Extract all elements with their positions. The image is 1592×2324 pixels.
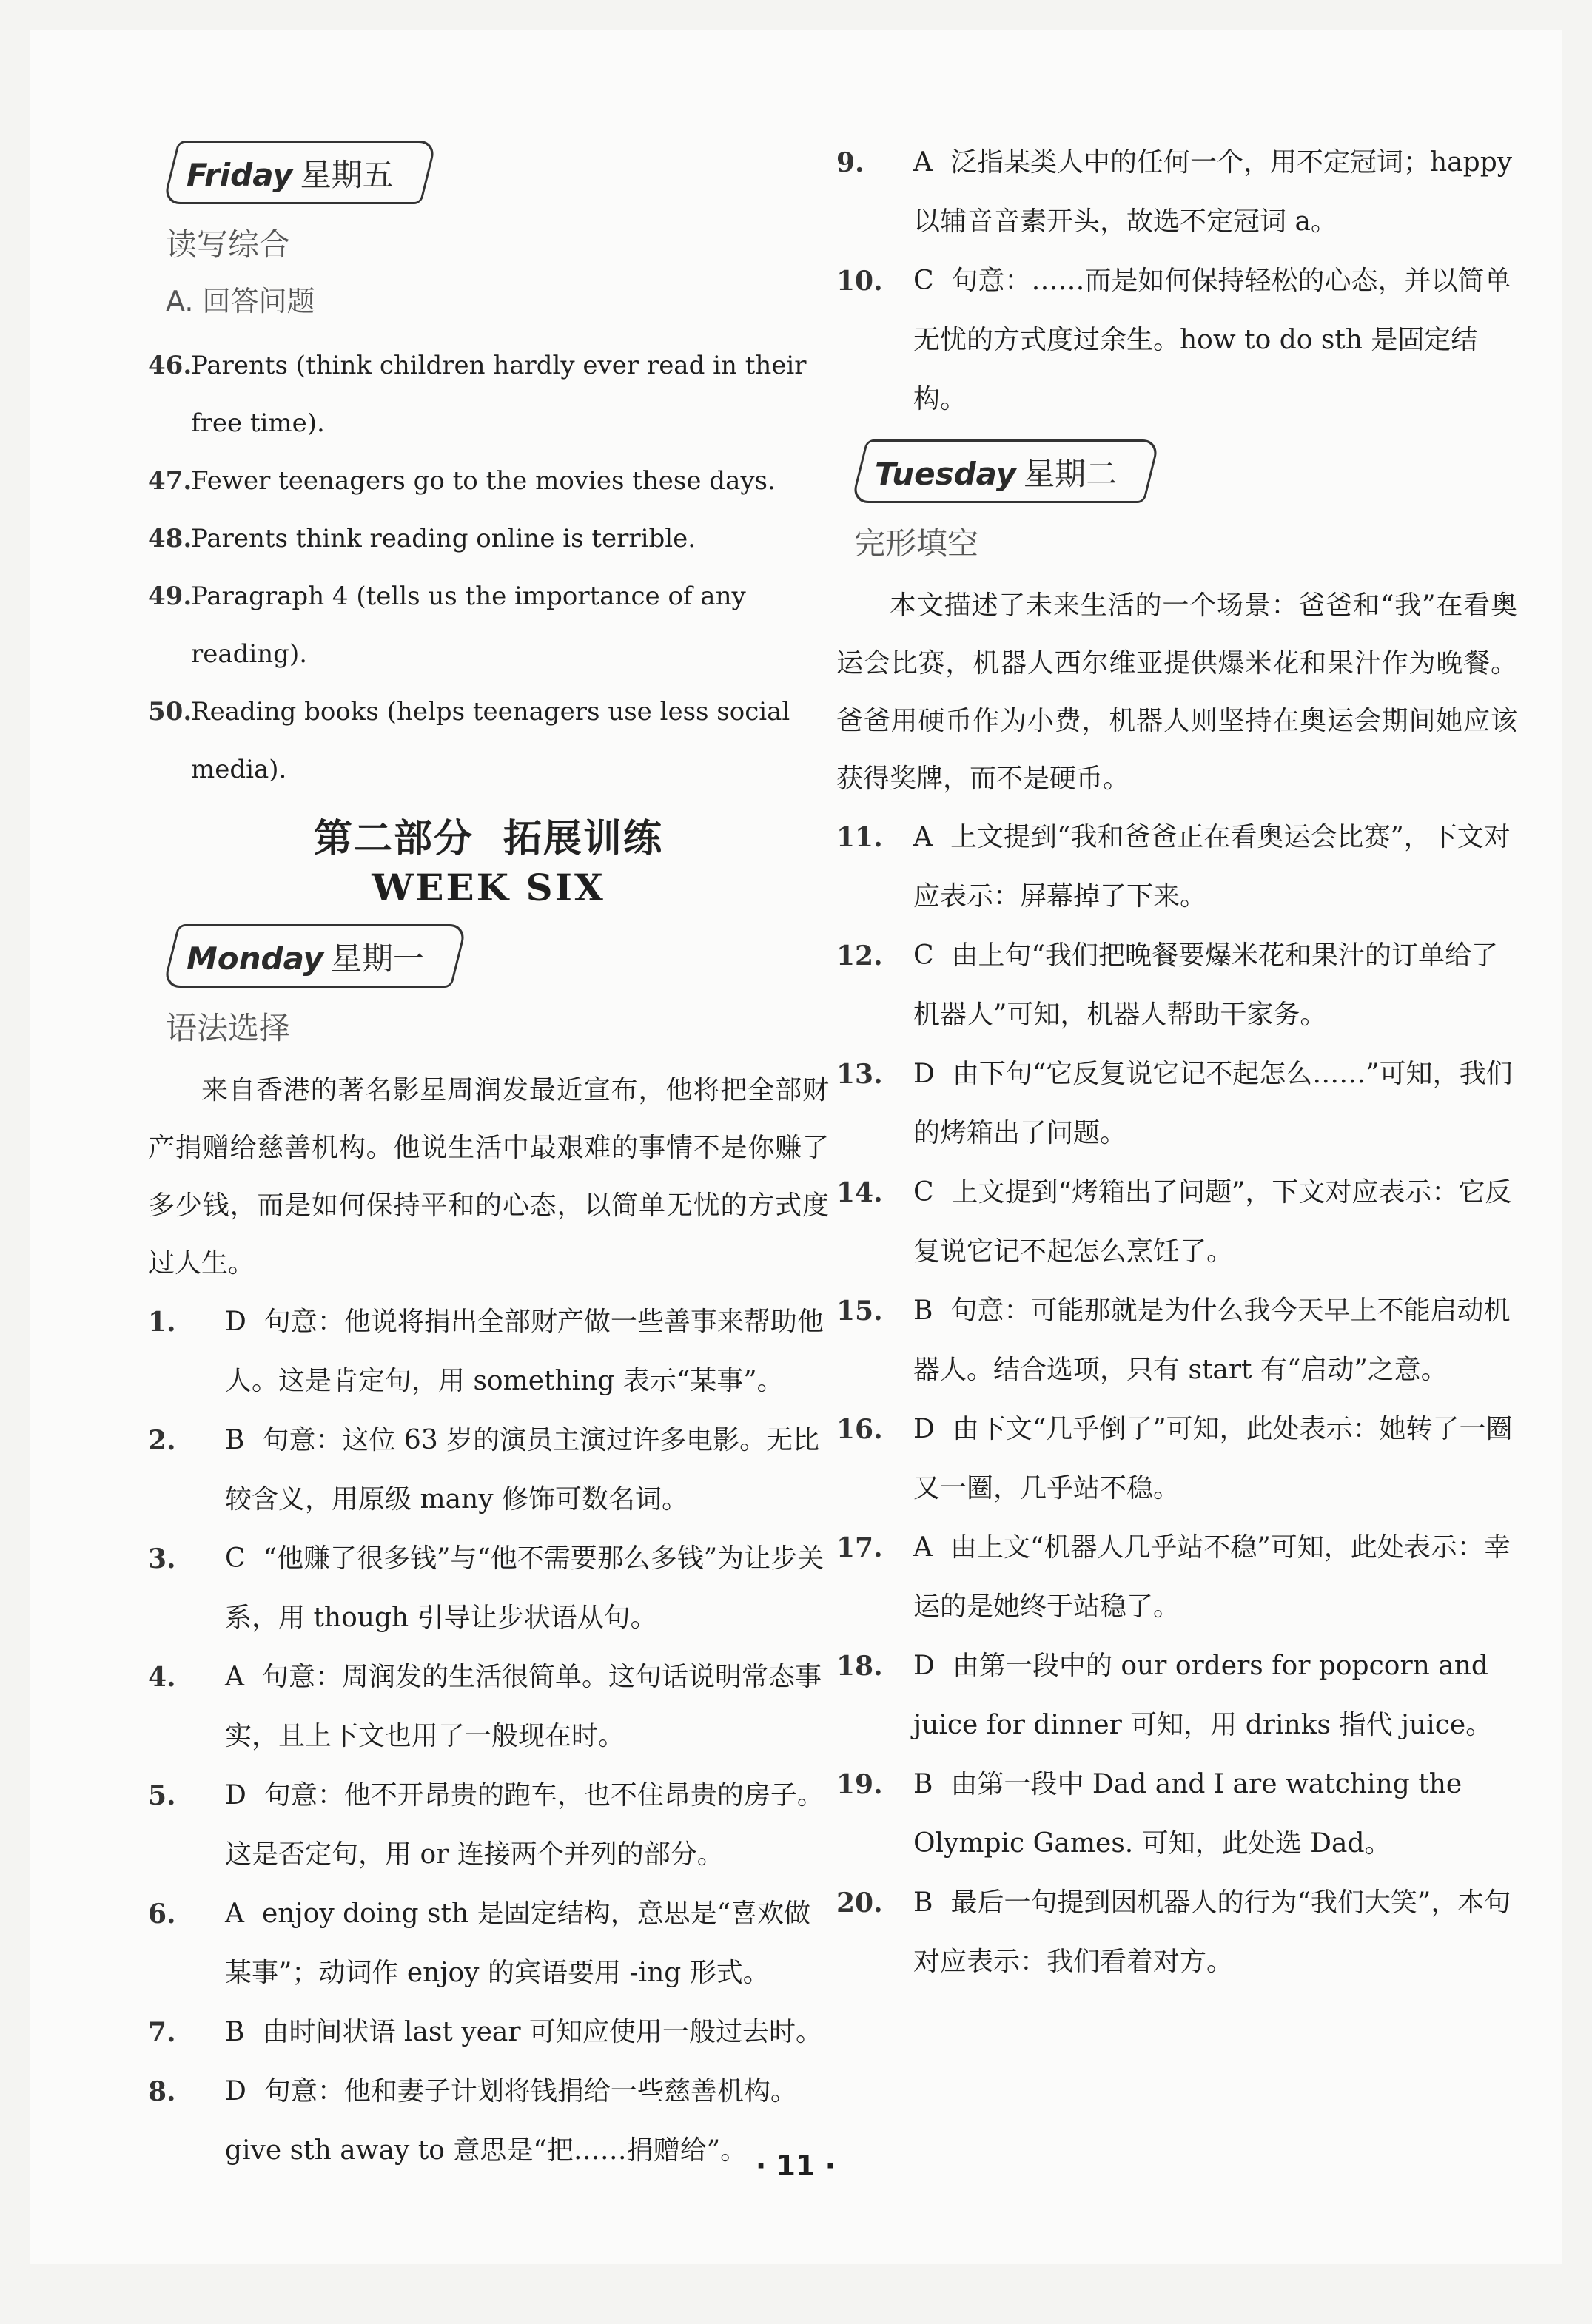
item-answer: D: [225, 1307, 246, 1337]
item-answer: C: [913, 940, 934, 971]
monday-tag-cn: 星期一: [331, 940, 425, 977]
monday-intro: 来自香港的著名影星周润发最近宣布，他将把全部财产捐赠给慈善机构。他说生活中最艰难的事情不是你赚了多少钱，而是如何保持平和的心态，以简单无忧的方式度过人生。: [148, 1075, 829, 1279]
item-answer: C: [225, 1543, 246, 1574]
item-answer: D: [913, 1414, 935, 1444]
item-explanation: “他赚了很多钱”与“他不需要那么多钱”为让步关系，用 though 引导让步状语从句。: [225, 1543, 824, 1633]
item-number: 13.: [836, 1059, 883, 1090]
item-explanation: 由时间状语 last year 可知应使用一般过去时。: [262, 2017, 823, 2047]
answer-text: Fewer teenagers go to the movies these days.: [191, 466, 776, 496]
item-number: 11.: [836, 822, 883, 853]
answer-item: [148, 452, 829, 510]
item-number: 12.: [836, 940, 883, 971]
item-answer: A: [913, 1532, 933, 1563]
item-number: 18.: [836, 1651, 883, 1682]
answer-item: [148, 683, 829, 798]
tuesday-tag-cn: 星期二: [1024, 456, 1118, 492]
list-item: [836, 1755, 1517, 1873]
tuesday-tag-en: Tuesday: [875, 456, 1017, 492]
answer-text: Parents (think children hardly ever read in their free time).: [191, 351, 807, 438]
item-number: 15.: [836, 1296, 883, 1327]
friday-tag-en: Friday: [187, 157, 293, 193]
friday-tag: [170, 141, 429, 204]
answer-list: [148, 337, 829, 798]
part-title-a: 第二部分: [313, 817, 474, 861]
list-item: [836, 926, 1517, 1045]
item-number: 10.: [836, 266, 883, 297]
item-number: 7.: [148, 2017, 176, 2048]
list-item: [836, 1873, 1517, 1992]
page-number: · 11 ·: [755, 2149, 836, 2182]
item-number: 5.: [148, 1780, 176, 1811]
item-explanation: 泛指某类人中的任何一个，用不定冠词；happy 以辅音音素开头，故选不定冠词 a。: [913, 147, 1513, 237]
monday-item-list: [148, 1293, 829, 2180]
item-explanation: 句意：周润发的生活很简单。这句话说明常态事实，且上下文也用了一般现在时。: [225, 1662, 822, 1751]
item-answer: A: [225, 1899, 244, 1929]
list-item: [148, 1529, 829, 1648]
answer-number: 49.: [148, 582, 192, 611]
item-number: 1.: [148, 1307, 176, 1338]
item-explanation: 句意：他和妻子计划将钱捐给一些慈善机构。give sth away to 意思是“把……捐赠给”。: [225, 2076, 797, 2166]
friday-subsection: A. 回答问题: [166, 285, 315, 317]
answer-text: Reading books (helps teenagers use less social media).: [191, 697, 790, 784]
list-item: [836, 1281, 1517, 1400]
item-answer: D: [913, 1651, 935, 1681]
item-explanation: 句意：……而是如何保持轻松的心态，并以简单无忧的方式度过余生。how to do sth 是固定结构。: [913, 266, 1511, 414]
item-answer: A: [913, 822, 933, 852]
list-item: [836, 133, 1517, 252]
part-title-b: 拓展训练: [503, 817, 664, 861]
monday-section-title: 语法选择: [166, 1010, 291, 1046]
item-explanation: 最后一句提到因机器人的行为“我们大笑”，本句对应表示：我们看着对方。: [913, 1887, 1511, 1977]
list-item: [148, 1411, 829, 1529]
item-explanation: 由上句“我们把晚餐要爆米花和果汁的订单给了机器人”可知，机器人帮助干家务。: [913, 940, 1498, 1030]
list-item: [148, 1293, 829, 1411]
item-number: 4.: [148, 1662, 176, 1693]
friday-section-title: 读写综合: [166, 226, 291, 263]
item-number: 14.: [836, 1177, 883, 1208]
item-explanation: 句意：他说将捐出全部财产做一些善事来帮助他人。这是肯定句，用 something 表示“某事”。: [225, 1307, 824, 1396]
item-explanation: 由上文“机器人几乎站不稳”可知，此处表示：幸运的是她终于站稳了。: [913, 1532, 1511, 1622]
right-column: [836, 133, 1517, 1992]
right-top-items: [836, 133, 1517, 429]
list-item: [836, 1400, 1517, 1518]
item-answer: A: [913, 147, 933, 178]
list-item: [836, 252, 1517, 429]
item-answer: C: [913, 1177, 934, 1208]
answer-item: [148, 337, 829, 452]
friday-tag-cn: 星期五: [300, 157, 394, 193]
item-answer: B: [225, 2017, 245, 2047]
item-explanation: 句意：可能那就是为什么我今天早上不能启动机器人。结合选项，只有 start 有“启动”之意。: [913, 1296, 1511, 1385]
item-number: 8.: [148, 2076, 176, 2107]
list-item: [836, 1518, 1517, 1637]
list-item: [836, 1163, 1517, 1281]
item-answer: B: [913, 1296, 933, 1326]
tuesday-item-list: [836, 808, 1517, 1992]
monday-tag-en: Monday: [187, 940, 324, 977]
item-answer: D: [225, 1780, 246, 1811]
item-answer: B: [913, 1887, 933, 1918]
answer-number: 48.: [148, 524, 192, 553]
tuesday-intro: 本文描述了未来生活的一个场景：爸爸和“我”在看奥运会比赛，机器人西尔维亚提供爆米花和果汁作为晚餐。爸爸用硬币作为小费，机器人则坚持在奥运会期间她应该获得奖牌，而不是硬币。: [836, 590, 1517, 794]
part-title: [148, 807, 829, 863]
list-item: [148, 2003, 829, 2062]
answer-number: 47.: [148, 466, 192, 496]
item-number: 2.: [148, 1425, 176, 1456]
item-answer: B: [913, 1769, 933, 1799]
list-item: [148, 1766, 829, 1885]
answer-number: 46.: [148, 351, 192, 380]
item-explanation: 句意：他不开昂贵的跑车，也不住昂贵的房子。这是否定句，用 or 连接两个并列的部分。: [225, 1780, 824, 1870]
item-explanation: 由下文“几乎倒了”可知，此处表示：她转了一圈又一圈，几乎站不稳。: [913, 1414, 1513, 1503]
list-item: [836, 808, 1517, 926]
list-item: [836, 1045, 1517, 1163]
item-number: 19.: [836, 1769, 883, 1800]
item-answer: B: [225, 1425, 245, 1455]
item-answer: A: [225, 1662, 244, 1692]
answer-number: 50.: [148, 697, 192, 727]
week-title: WEEK SIX: [372, 866, 605, 909]
item-answer: C: [913, 266, 934, 296]
item-number: 3.: [148, 1543, 176, 1574]
item-answer: D: [913, 1059, 935, 1089]
answer-text: Parents think reading online is terrible.: [191, 524, 696, 553]
item-explanation: 由第一段中的 our orders for popcorn and juice for dinner 可知，用 drinks 指代 juice。: [913, 1651, 1493, 1740]
left-column: [148, 141, 829, 2180]
item-number: 20.: [836, 1887, 883, 1919]
answer-text: Paragraph 4 (tells us the importance of any reading).: [191, 582, 746, 669]
item-answer: D: [225, 2076, 246, 2106]
tuesday-tag: [859, 439, 1152, 503]
list-item: [836, 1637, 1517, 1755]
item-explanation: enjoy doing sth 是固定结构，意思是“喜欢做某事”；动词作 enjoy 的宾语要用 -ing 形式。: [225, 1899, 810, 1988]
item-number: 17.: [836, 1532, 883, 1563]
item-explanation: 上文提到“我和爸爸正在看奥运会比赛”，下文对应表示：屏幕掉了下来。: [913, 822, 1511, 912]
item-explanation: 由下句“它反复说它记不起怎么……”可知，我们的烤箱出了问题。: [913, 1059, 1513, 1148]
item-explanation: 句意：这位 63 岁的演员主演过许多电影。无比较含义，用原级 many 修饰可数名词。: [225, 1425, 820, 1515]
item-explanation: 由第一段中 Dad and I are watching the Olympic Games. 可知，此处选 Dad。: [913, 1769, 1462, 1859]
item-number: 6.: [148, 1899, 176, 1930]
item-number: 9.: [836, 147, 864, 178]
list-item: [148, 1648, 829, 1766]
item-explanation: 上文提到“烤箱出了问题”，下文对应表示：它反复说它记不起怎么烹饪了。: [913, 1177, 1512, 1267]
answer-item: [148, 510, 829, 567]
tuesday-section-title: 完形填空: [854, 525, 979, 562]
list-item: [148, 1885, 829, 2003]
item-number: 16.: [836, 1414, 883, 1445]
monday-tag: [170, 924, 460, 988]
answer-item: [148, 567, 829, 683]
page: [30, 30, 1562, 2264]
